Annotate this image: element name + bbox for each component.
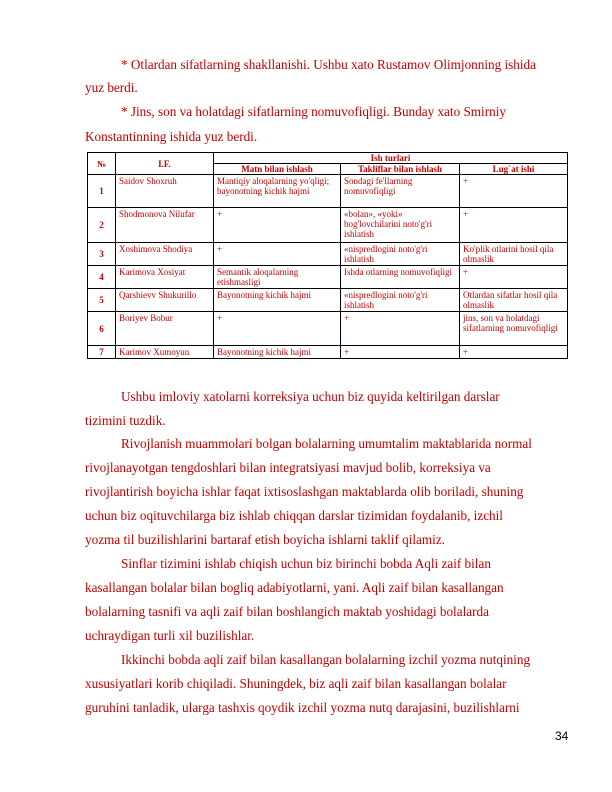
text-line: yozma til buzilishlarini bartaraf etish boyicha ishlarni taklif qilamiz. (85, 532, 445, 547)
cell-text-work: + (214, 208, 341, 243)
text-line: uchun biz oqituvchilarga biz ishlab chiqqan darslar tizimidan foydalanib, izchil (85, 508, 503, 523)
text-line: guruhini tanladik, ularga tashxis qoydik izchil yozma nutq darajasini, buzilishlarni (85, 700, 520, 715)
text-line: rivojlanayotgan tengdoshlari bilan integratsiyasi mavjud bolib, korreksiya va (85, 460, 491, 475)
text-line: tizimini tuzdik. (85, 413, 166, 428)
cell-sentence-work: Sondagi fe'llarning nomuvofiqligi (341, 175, 460, 208)
text-line: bolalarning tasnifi va aqli zaif bilan boshlangich maktab yoshidagi bolalarda (85, 604, 489, 619)
table-row (88, 312, 568, 346)
student-name: Qarshievv Shukurillo (116, 289, 214, 312)
row-number: 6 (88, 312, 116, 346)
student-name: Karimov Xumoyun (116, 346, 214, 359)
cell-text-work: Semantik aloqalarning etishmasligi (214, 266, 341, 289)
cell-vocabulary-work: + (460, 175, 568, 208)
student-name: Saidov Shoxruh (116, 175, 214, 208)
text-line: xususiyatlari korib chiqiladi. Shuningdek, biz aqli zaif bilan kasallangan bolalar (85, 676, 507, 691)
row-number: 4 (88, 266, 116, 289)
row-number: 3 (88, 243, 116, 266)
table-row (88, 346, 568, 359)
text-line: yuz berdi. (85, 80, 138, 95)
cell-text-work: + (214, 312, 341, 346)
cell-sentence-work: Ishda otlarning nomuvofiqligi (341, 266, 460, 289)
cell-sentence-work: + (341, 312, 460, 346)
row-number: 2 (88, 208, 116, 243)
header-vocabulary-work: Lug`at ishi (460, 164, 568, 175)
text-line: * Otlardan sifatlarning shakllanishi. Ushbu xato Rustamov Olimjonning ishida (121, 57, 536, 72)
page-number: 34 (555, 729, 569, 743)
text-line: Rivojlanish muammolari bolgan bolalarning umumtalim maktablarida normal (121, 436, 532, 451)
row-number: 5 (88, 289, 116, 312)
student-name: Karimova Xosiyat (116, 266, 214, 289)
cell-vocabulary-work: + (460, 208, 568, 243)
table-row (88, 175, 568, 208)
text-line: Sinflar tizimini ishlab chiqish uchun biz birinchi bobda Aqli zaif bilan (121, 556, 491, 571)
cell-vocabulary-work: jins, son va holatdagi sifatlarning nomuvofiqligi (460, 312, 568, 346)
header-name: I.F. (116, 153, 214, 175)
row-number: 7 (88, 346, 116, 359)
cell-text-work: + (214, 243, 341, 266)
cell-vocabulary-work: + (460, 346, 568, 359)
table-row (88, 289, 568, 312)
cell-sentence-work: «nispredlogini noto'g'ri ishlatish (341, 289, 460, 312)
text-line: * Jins, son va holatdagi sifatlarning nomuvofiqligi. Bunday xato Smirniy (121, 104, 506, 119)
text-line: kasallangan bolalar bilan bogliq adabiyotlarni, yani. Aqli zaif bilan kasallangan (85, 580, 504, 595)
student-name: Xoshimova Shodiya (116, 243, 214, 266)
text-line: Ushbu imloviy xatolarni korreksiya uchun biz quyida keltirilgan darslar (121, 389, 500, 404)
header-text-work: Matn bilan ishlash (214, 164, 341, 175)
row-number: 1 (88, 175, 116, 208)
header-sentence-work: Takliflar bilan ishlash (341, 164, 460, 175)
header-work-types: Ish turlari (214, 153, 568, 164)
cell-sentence-work: «bolan», «yoki» bog'lovchilarini noto'g'ri ishlatish (341, 208, 460, 243)
cell-text-work: Mantiqiy aloqalarning yo'qligi; bayonotning kichik hajmi (214, 175, 341, 208)
table-row (88, 208, 568, 243)
cell-text-work: Bayonotning kichik hajmi (214, 289, 341, 312)
student-name: Boriyev Bobur (116, 312, 214, 346)
student-name: Shodmonova Nilufar (116, 208, 214, 243)
cell-vocabulary-work: + (460, 266, 568, 289)
cell-sentence-work: + (341, 346, 460, 359)
table-row (88, 266, 568, 289)
cell-vocabulary-work: Otlardan sifatlar hosil qila olmaslik (460, 289, 568, 312)
cell-text-work: Bayonotning kichik hajmi (214, 346, 341, 359)
cell-vocabulary-work: Ko'plik otlarini hosil qila olmaslik (460, 243, 568, 266)
table-row (88, 243, 568, 266)
text-line: rivojlantirish boyicha ishlar faqat ixtisoslashgan maktablarda olib boriladi, shuning (85, 484, 524, 499)
text-line: Ikkinchi bobda aqli zaif bilan kasallangan bolalarning izchil yozma nutqining (121, 652, 531, 667)
header-number: № (88, 153, 116, 175)
errors-table (87, 152, 568, 359)
text-line: uchraydigan turli xil buzilishlar. (85, 628, 255, 643)
cell-sentence-work: «nispredlogini noto'g'ri ishlatish (341, 243, 460, 266)
text-line: Konstantinning ishida yuz berdi. (85, 129, 258, 144)
